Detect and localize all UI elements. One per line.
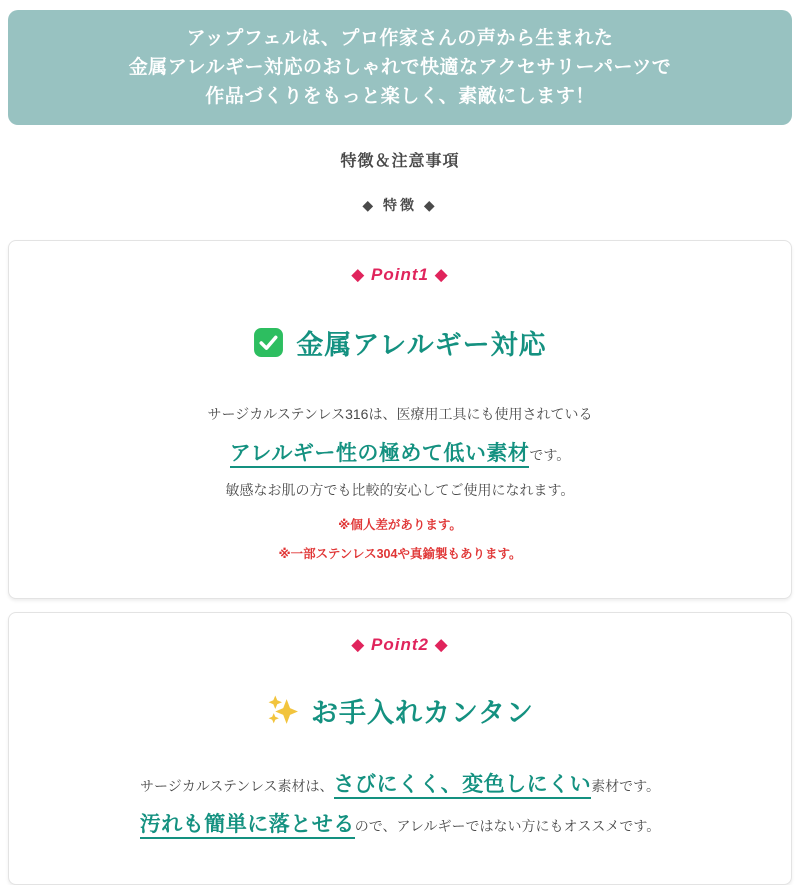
point1-highlight-line	[29, 437, 771, 467]
point2-line2-suffix: ので、アレルギーではない方にもオススメです。	[354, 818, 661, 834]
point2-body-line2	[29, 808, 771, 838]
point2-line1-suffix: 素材です。	[591, 778, 661, 794]
point2-line1-prefix: サージカルステンレス素材は、	[139, 778, 334, 794]
point1-note2: ※一部ステンレス304や真鍮製もあります。	[278, 547, 522, 561]
point1-label: ◆ Point1 ◆	[351, 265, 449, 284]
point1-title-row	[29, 323, 771, 362]
point1-body-line2: 敏感なお肌の方でも比較的安心してご使用になれます。	[225, 482, 575, 498]
banner-line-3: 作品づくりをもっと楽しく、素敵にします！	[205, 86, 595, 107]
section-subtitle: ◆ 特徴 ◆	[362, 197, 438, 213]
check-mark-icon	[253, 327, 284, 358]
point2-title-row	[29, 691, 771, 730]
point1-highlight-suffix: です。	[529, 447, 571, 463]
sparkles-icon	[266, 694, 299, 727]
point1-title: 金属アレルギー対応	[296, 330, 547, 360]
intro-banner	[8, 10, 792, 125]
banner-line-1: アップフェルは、プロ作家さんの声から生まれた	[186, 28, 614, 49]
point2-label: ◆ Point2 ◆	[351, 635, 449, 654]
point2-title: お手入れカンタン	[311, 698, 534, 728]
banner-line-2: 金属アレルギー対応のおしゃれで快適なアクセサリーパーツで	[128, 57, 672, 78]
feature-card-point2	[8, 612, 792, 885]
point1-body-line1: サージカルステンレス316は、医療用工具にも使用されている	[207, 406, 593, 422]
section-title: 特徴＆注意事項	[340, 153, 460, 170]
point1-highlight-text: アレルギー性の極めて低い素材	[230, 442, 530, 468]
feature-card-point1	[8, 240, 792, 599]
point2-body-line1	[29, 768, 771, 798]
point1-note1: ※個人差があります。	[338, 518, 462, 532]
point2-line2-highlight: 汚れも簡単に落とせる	[140, 813, 355, 839]
point2-line1-highlight: さびにくく、変色しにくい	[334, 773, 592, 799]
